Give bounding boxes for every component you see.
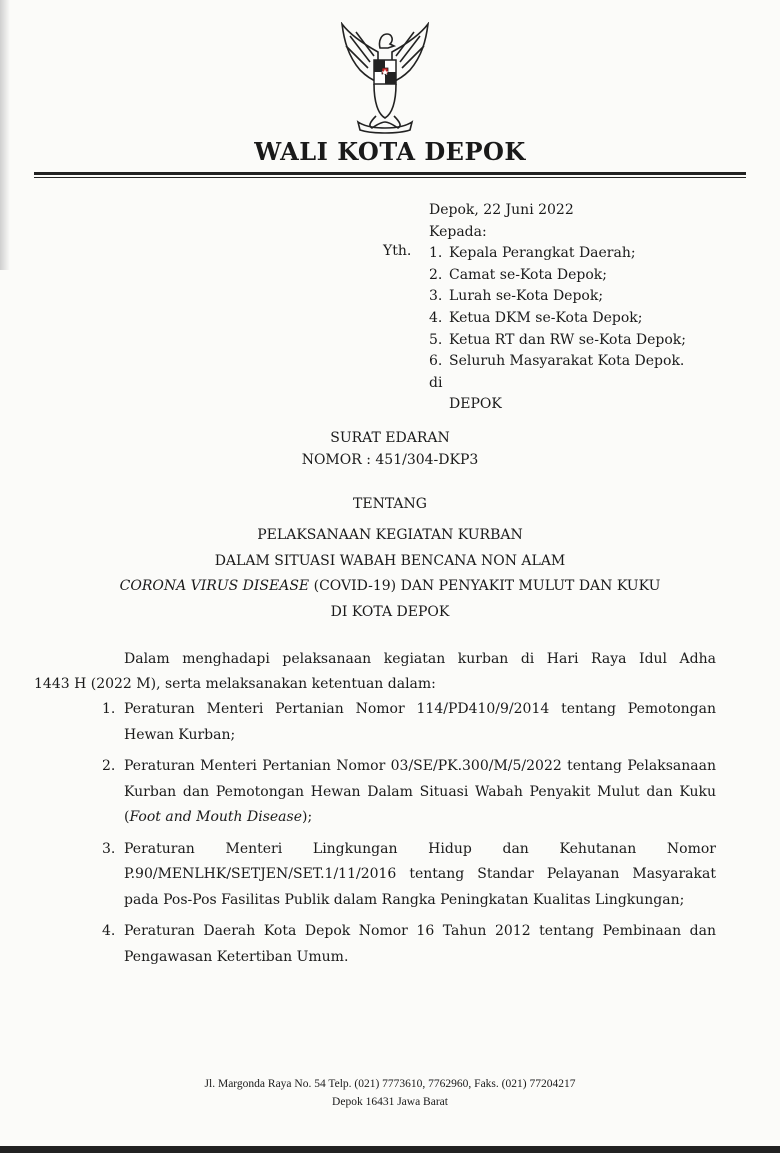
tentang-label: TENTANG xyxy=(353,496,427,512)
subject-line-1: PELAKSANAAN KEGIATAN KURBAN xyxy=(257,527,523,543)
di-label: di xyxy=(429,374,443,391)
page-bottom-edge xyxy=(0,1146,780,1153)
list-item: 6. Seluruh Masyarakat Kota Depok. xyxy=(429,353,685,370)
garuda-emblem-icon xyxy=(330,22,440,134)
list-item: 4. Ketua DKM se-Kota Depok; xyxy=(429,309,643,326)
page-edge-shadow xyxy=(0,0,10,270)
place-date: Depok, 22 Juni 2022 xyxy=(429,202,574,218)
subject-line-3: CORONA VIRUS DISEASE (COVID-19) DAN PENYAKIT MULUT DAN KUKU xyxy=(119,578,661,594)
list-item: 1. Kepala Perangkat Daerah; xyxy=(429,245,636,262)
yth-label: Yth. xyxy=(383,243,412,259)
recipient-list xyxy=(429,243,686,373)
footer-city: Depok 16431 Jawa Barat xyxy=(332,1096,448,1108)
kepada-label: Kepada: xyxy=(429,223,487,240)
list-item: 3. Lurah se-Kota Depok; xyxy=(429,288,604,305)
list-item: 2. Peraturan Menteri Pertanian Nomor 03/SE/PK.300/M/5/2022 tentang Pelaksanaan Kurban dan Pemotongan Hewan Dalam Situasi Wabah Penyakit Mulut dan Kuku (Foot and Mouth Disease); xyxy=(102,758,716,825)
letter-number: NOMOR : 451/304-DKP3 xyxy=(301,452,479,468)
list-item: 5. Ketua RT dan RW se-Kota Depok; xyxy=(429,331,686,348)
regulation-list xyxy=(90,697,716,976)
subject-line-2: DALAM SITUASI WABAH BENCANA NON ALAM xyxy=(214,553,566,569)
header-rule-thin xyxy=(34,177,746,178)
list-item: 3. Peraturan Menteri Lingkungan Hidup dan Kehutanan Nomor P.90/MENLHK/SETJEN/SET.1/11/2016 tentang Standar Pelayanan Masyarakat pada Pos-Pos Fasilitas Publik dalam Rangka Peningkatan Kualitas Lingkungan; xyxy=(102,840,716,908)
destination-city: DEPOK xyxy=(449,396,502,413)
list-item: 1. Peraturan Menteri Pertanian Nomor 114/PD410/9/2014 tentang Pemotongan Hewan Kurban; xyxy=(102,701,716,743)
footer-address: Jl. Margonda Raya No. 54 Telp. (021) 7773610, 7762960, Faks. (021) 77204217 xyxy=(204,1078,576,1090)
list-item: 4. Peraturan Daerah Kota Depok Nomor 16 Tahun 2012 tentang Pembinaan dan Pengawasan Ketertiban Umum. xyxy=(102,923,716,965)
letter-type: SURAT EDARAN xyxy=(330,430,450,446)
subject-line-4: DI KOTA DEPOK xyxy=(330,604,450,620)
address-block xyxy=(429,200,686,416)
intro-paragraph: Dalam menghadapi pelaksanaan kegiatan kurban di Hari Raya Idul Adha 1443 H (2022 M), serta melaksanakan ketentuan dalam: xyxy=(34,651,716,692)
header-rule-thick xyxy=(34,172,746,175)
document-heading: WALI KOTA DEPOK xyxy=(254,137,526,166)
list-item: 2. Camat se-Kota Depok; xyxy=(429,266,607,283)
